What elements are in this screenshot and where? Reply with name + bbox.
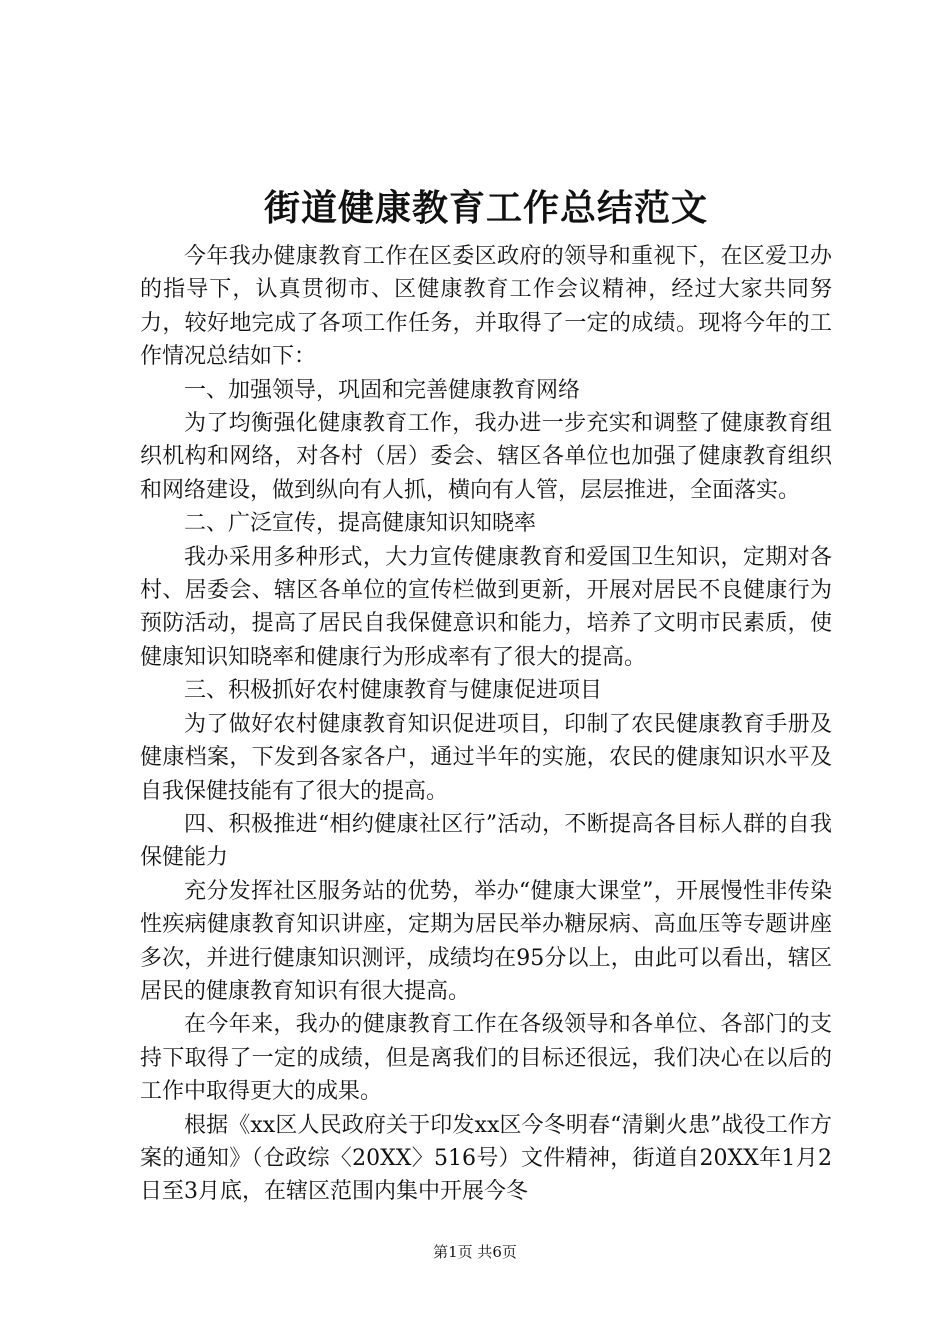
document-page	[140, 180, 832, 1209]
paragraph-section-3: 为了做好农村健康教育知识促进项目，印制了农民健康教育手册及健康档案，下发到各家各户，通过半年的实施，农民的健康知识水平及自我保健技能有了很大的提高。	[140, 711, 832, 804]
heading-section-1: 一、加强领导，巩固和完善健康教育网络	[184, 377, 581, 403]
paragraph-intro: 今年我办健康教育工作在区委区政府的领导和重视下，在区爱卫办的指导下，认真贯彻市、区健康教育工作会议精神，经过大家共同努力，较好地完成了各项工作任务，并取得了一定的成绩。现将今年的工作情况总结如下：	[140, 244, 832, 370]
paragraph-section-2: 我办采用多种形式，大力宣传健康教育和爱国卫生知识，定期对各村、居委会、辖区各单位的宣传栏做到更新，开展对居民不良健康行为预防活动，提高了居民自我保健意识和能力，培养了文明市民素质，使健康知识知晓率和健康行为形成率有了很大的提高。	[140, 544, 832, 670]
heading-section-2: 二、广泛宣传，提高健康知识知晓率	[184, 511, 537, 537]
heading-section-3: 三、积极抓好农村健康教育与健康促进项目	[184, 678, 603, 704]
paragraph-section-1: 为了均衡强化健康教育工作，我办进一步充实和调整了健康教育组织机构和网络，对各村（居）委会、辖区各单位也加强了健康教育组织和网络建设，做到纵向有人抓，横向有人管，层层推进，全面落实。	[140, 411, 832, 503]
heading-section-4: 四、积极推进“相约健康社区行”活动，不断提高各目标人群的自我保健能力	[140, 811, 832, 871]
page-footer: 第1页 共6页	[433, 1243, 517, 1261]
paragraph-section-4: 充分发挥社区服务站的优势，举办“健康大课堂”，开展慢性非传染性疾病健康教育知识讲座，定期为居民举办糖尿病、高血压等专题讲座多次，并进行健康知识测评，成绩均在95分以上，由此可以看出，辖区居民的健康教育知识有很大提高。	[140, 878, 832, 1004]
paragraph-notice: 根据《xx区人民政府关于印发xx区今冬明春“清剿火患”战役工作方案的通知》（仓政综〈20XX〉516号）文件精神，街道自20XX年1月2日至3月底，在辖区范围内集中开展今冬	[140, 1112, 832, 1205]
paragraph-conclusion: 在今年来，我办的健康教育工作在各级领导和各单位、各部门的支持下取得了一定的成绩，但是离我们的目标还很远，我们决心在以后的工作中取得更大的成果。	[140, 1012, 832, 1105]
document-title: 街道健康教育工作总结范文	[263, 187, 708, 229]
